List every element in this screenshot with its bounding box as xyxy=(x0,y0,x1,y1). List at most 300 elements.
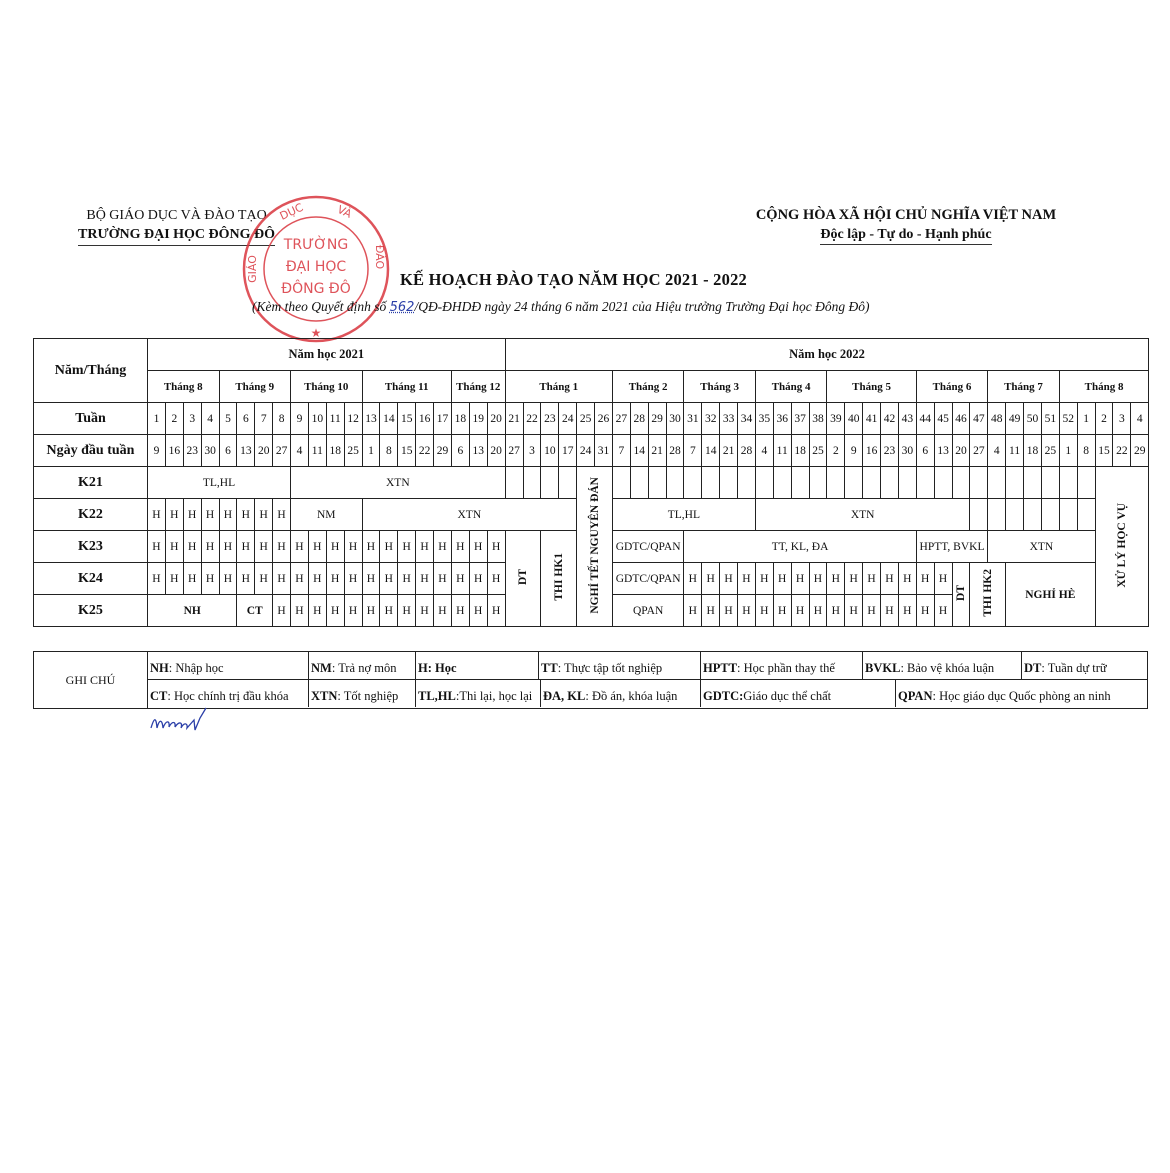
schedule-cell: GDTC/QPAN xyxy=(612,563,684,595)
schedule-cell: H xyxy=(326,595,344,627)
week-number: 44 xyxy=(916,403,934,435)
empty-cell xyxy=(1006,499,1024,531)
month-header: Tháng 12 xyxy=(451,371,505,403)
week-start-date: 27 xyxy=(970,435,988,467)
week-start-date: 30 xyxy=(201,435,219,467)
week-number: 9 xyxy=(291,403,309,435)
svg-text:GIÁO: GIÁO xyxy=(246,255,259,283)
legend-description: : Trả nợ môn xyxy=(331,661,397,675)
week-number: 26 xyxy=(595,403,613,435)
schedule-cell: H xyxy=(165,563,183,595)
schedule-cell xyxy=(577,467,613,627)
schedule-cell: H xyxy=(362,563,380,595)
week-start-date: 28 xyxy=(738,435,756,467)
schedule-cell: H xyxy=(809,563,827,595)
republic-name: CỘNG HÒA XÃ HỘI CHỦ NGHĨA VIỆT NAM xyxy=(755,207,1057,223)
schedule-cell: H xyxy=(898,595,916,627)
date-row xyxy=(34,435,1149,467)
week-start-date: 17 xyxy=(559,435,577,467)
week-number: 48 xyxy=(988,403,1006,435)
schedule-cell: H xyxy=(273,499,291,531)
schedule-cell: H xyxy=(398,595,416,627)
schedule-cell: H xyxy=(380,531,398,563)
week-number: 46 xyxy=(952,403,970,435)
schedule-cell: TL,HL xyxy=(612,499,755,531)
schedule-cell: H xyxy=(434,595,452,627)
year-header: Năm học 2021 xyxy=(148,339,506,371)
week-start-date: 21 xyxy=(720,435,738,467)
legend-description: : Học giáo dục Quốc phòng an ninh xyxy=(932,689,1111,703)
schedule-cell xyxy=(970,563,1006,627)
week-start-date: 6 xyxy=(451,435,469,467)
empty-cell xyxy=(1059,499,1077,531)
month-header: Tháng 8 xyxy=(1059,371,1149,403)
schedule-cell: H xyxy=(827,563,845,595)
week-number: 36 xyxy=(773,403,791,435)
week-number: 15 xyxy=(398,403,416,435)
svg-text:★: ★ xyxy=(310,326,322,340)
schedule-cell: H xyxy=(827,595,845,627)
legend-row xyxy=(148,680,1147,707)
schedule-cell: H xyxy=(237,531,255,563)
vertical-label: DT xyxy=(954,585,967,601)
legend-code: ĐA, KL xyxy=(543,689,586,703)
empty-cell xyxy=(827,467,845,499)
schedule-cell: H xyxy=(308,595,326,627)
week-start-date: 13 xyxy=(237,435,255,467)
week-start-date: 4 xyxy=(988,435,1006,467)
legend-description: : Tuần dự trữ xyxy=(1041,661,1107,675)
cohort-label: K22 xyxy=(34,499,148,531)
schedule-cell: H xyxy=(916,595,934,627)
legend-table xyxy=(33,651,1148,709)
schedule-cell: H xyxy=(451,531,469,563)
week-number: 43 xyxy=(898,403,916,435)
schedule-cell: H xyxy=(416,595,434,627)
schedule-cell: H xyxy=(326,563,344,595)
corner-header: Năm/Tháng xyxy=(34,339,148,403)
schedule-cell: H xyxy=(416,531,434,563)
empty-cell xyxy=(1041,499,1059,531)
empty-cell xyxy=(684,467,702,499)
week-number: 11 xyxy=(326,403,344,435)
schedule-cell: H xyxy=(362,595,380,627)
week-start-date: 15 xyxy=(398,435,416,467)
subtitle-suffix: /QĐ-ĐHDĐ ngày 24 tháng 6 năm 2021 của Hiệu trưởng Trường Đại học Đông Đô) xyxy=(414,299,870,314)
legend-code: HPTT xyxy=(703,661,738,675)
empty-cell xyxy=(612,467,630,499)
legend-item xyxy=(539,652,701,679)
week-number: 39 xyxy=(827,403,845,435)
week-number: 5 xyxy=(219,403,237,435)
week-number: 10 xyxy=(308,403,326,435)
schedule-cell: H xyxy=(791,595,809,627)
empty-cell xyxy=(738,467,756,499)
week-start-date: 20 xyxy=(255,435,273,467)
week-number: 31 xyxy=(684,403,702,435)
date-row-label: Ngày đầu tuần xyxy=(34,435,148,467)
legend-title: GHI CHÚ xyxy=(34,652,148,708)
schedule-cell: XTN xyxy=(362,499,577,531)
schedule-cell: H xyxy=(845,563,863,595)
empty-cell xyxy=(541,467,559,499)
week-number: 38 xyxy=(809,403,827,435)
empty-cell xyxy=(666,467,684,499)
empty-cell xyxy=(952,467,970,499)
signature xyxy=(148,706,218,736)
schedule-cell: H xyxy=(273,595,291,627)
document-title: KẾ HOẠCH ĐÀO TẠO NĂM HỌC 2021 - 2022 xyxy=(400,270,747,289)
svg-text:VÀ: VÀ xyxy=(335,202,354,221)
empty-cell xyxy=(988,467,1006,499)
week-start-date: 11 xyxy=(773,435,791,467)
empty-cell xyxy=(702,467,720,499)
week-start-date: 29 xyxy=(434,435,452,467)
schedule-cell: H xyxy=(183,563,201,595)
week-number: 42 xyxy=(881,403,899,435)
year-header-row xyxy=(34,339,1149,371)
week-start-date: 4 xyxy=(291,435,309,467)
week-start-date: 14 xyxy=(702,435,720,467)
schedule-cell: QPAN xyxy=(612,595,684,627)
week-number: 52 xyxy=(1059,403,1077,435)
legend-description: : Bảo vệ khóa luận xyxy=(900,661,995,675)
month-header: Tháng 10 xyxy=(291,371,363,403)
legend-code: BVKL xyxy=(865,661,901,675)
legend-code: GDTC: xyxy=(703,689,744,703)
week-number: 45 xyxy=(934,403,952,435)
schedule-cell: CT xyxy=(237,595,273,627)
week-start-date: 25 xyxy=(1041,435,1059,467)
schedule-cell: H xyxy=(291,563,309,595)
svg-text:ĐẠI HỌC: ĐẠI HỌC xyxy=(285,259,347,275)
week-number: 27 xyxy=(612,403,630,435)
schedule-cell: XTN xyxy=(755,499,970,531)
empty-cell xyxy=(1006,467,1024,499)
week-number: 4 xyxy=(201,403,219,435)
schedule-cell: H xyxy=(380,563,398,595)
schedule-cell xyxy=(952,563,970,627)
empty-cell xyxy=(863,467,881,499)
legend-item xyxy=(1022,652,1147,679)
schedule-cell: H xyxy=(487,595,505,627)
week-number: 24 xyxy=(559,403,577,435)
legend-description: :Thi lại, học lại xyxy=(455,689,533,703)
schedule-cell: H xyxy=(362,531,380,563)
empty-cell xyxy=(1077,499,1095,531)
empty-cell xyxy=(630,467,648,499)
empty-cell xyxy=(970,467,988,499)
week-start-date: 31 xyxy=(595,435,613,467)
week-start-date: 2 xyxy=(827,435,845,467)
week-start-date: 25 xyxy=(809,435,827,467)
week-number: 34 xyxy=(738,403,756,435)
week-number: 8 xyxy=(273,403,291,435)
schedule-cell: H xyxy=(469,595,487,627)
schedule-cell: TL,HL xyxy=(148,467,291,499)
week-number: 7 xyxy=(255,403,273,435)
university-name: TRƯỜNG ĐẠI HỌC ĐÔNG ĐÔ xyxy=(78,225,275,246)
schedule-cell: H xyxy=(487,531,505,563)
week-number: 29 xyxy=(648,403,666,435)
week-start-date: 7 xyxy=(684,435,702,467)
schedule-cell: H xyxy=(308,563,326,595)
cohort-row xyxy=(34,467,1149,499)
official-stamp xyxy=(236,195,396,345)
legend-item xyxy=(309,680,416,707)
schedule-cell: H xyxy=(219,499,237,531)
legend-code: NM xyxy=(311,661,332,675)
schedule-cell: H xyxy=(255,563,273,595)
week-number: 2 xyxy=(1095,403,1113,435)
schedule-cell: H xyxy=(684,563,702,595)
schedule-cell: H xyxy=(469,531,487,563)
month-header: Tháng 4 xyxy=(755,371,827,403)
svg-text:TRƯỜNG: TRƯỜNG xyxy=(283,237,349,253)
schedule-cell: H xyxy=(809,595,827,627)
legend-item xyxy=(863,652,1022,679)
schedule-cell: H xyxy=(416,563,434,595)
legend-code: TT xyxy=(541,661,558,675)
week-start-date: 13 xyxy=(934,435,952,467)
schedule-cell: H xyxy=(720,595,738,627)
month-header: Tháng 1 xyxy=(505,371,612,403)
week-start-date: 16 xyxy=(165,435,183,467)
week-number: 35 xyxy=(755,403,773,435)
year-header: Năm học 2022 xyxy=(505,339,1149,371)
schedule-cell: H xyxy=(308,531,326,563)
week-number: 3 xyxy=(183,403,201,435)
month-header: Tháng 6 xyxy=(916,371,988,403)
legend-item xyxy=(148,680,309,707)
week-start-date: 11 xyxy=(1006,435,1024,467)
schedule-cell: NH xyxy=(148,595,237,627)
week-number: 18 xyxy=(451,403,469,435)
empty-cell xyxy=(970,499,988,531)
week-number: 12 xyxy=(344,403,362,435)
week-start-date: 18 xyxy=(1024,435,1042,467)
empty-cell xyxy=(523,467,541,499)
svg-text:DỤC: DỤC xyxy=(277,200,306,223)
schedule-cell: H xyxy=(934,595,952,627)
empty-cell xyxy=(898,467,916,499)
legend-item xyxy=(541,680,701,707)
schedule-cell: H xyxy=(469,563,487,595)
legend-code: QPAN xyxy=(898,689,933,703)
schedule-cell: XTN xyxy=(291,467,506,499)
empty-cell xyxy=(791,467,809,499)
schedule-cell: H xyxy=(773,563,791,595)
empty-cell xyxy=(505,467,523,499)
schedule-cell: H xyxy=(165,499,183,531)
legend-item xyxy=(896,680,1147,707)
schedule-cell: H xyxy=(702,595,720,627)
legend-description: : Đồ án, khóa luận xyxy=(585,689,678,703)
schedule-cell: H xyxy=(148,563,166,595)
training-plan-table xyxy=(33,338,1149,627)
cohort-label: K21 xyxy=(34,467,148,499)
legend-code: CT xyxy=(150,689,168,703)
week-start-date: 13 xyxy=(469,435,487,467)
legend-item xyxy=(701,680,896,707)
week-start-date: 25 xyxy=(344,435,362,467)
schedule-cell: H xyxy=(702,563,720,595)
schedule-cell: H xyxy=(863,563,881,595)
week-start-date: 6 xyxy=(219,435,237,467)
week-start-date: 3 xyxy=(523,435,541,467)
vertical-label: NGHỈ TẾT NGUYÊN ĐÁN xyxy=(588,476,601,614)
empty-cell xyxy=(755,467,773,499)
week-number: 17 xyxy=(434,403,452,435)
legend-code: DT xyxy=(1024,661,1042,675)
week-number: 1 xyxy=(148,403,166,435)
week-number: 30 xyxy=(666,403,684,435)
week-start-date: 8 xyxy=(1077,435,1095,467)
subtitle-prefix: (Kèm theo Quyết định số xyxy=(252,299,390,314)
week-start-date: 8 xyxy=(380,435,398,467)
legend-code: TL,HL xyxy=(418,689,456,703)
week-start-date: 18 xyxy=(326,435,344,467)
legend-item xyxy=(701,652,863,679)
schedule-cell xyxy=(541,531,577,627)
week-start-date: 29 xyxy=(1131,435,1149,467)
week-start-date: 18 xyxy=(791,435,809,467)
empty-cell xyxy=(773,467,791,499)
schedule-cell: H xyxy=(183,499,201,531)
schedule-cell: NM xyxy=(291,499,363,531)
schedule-cell: H xyxy=(881,595,899,627)
week-number: 22 xyxy=(523,403,541,435)
week-start-date: 4 xyxy=(755,435,773,467)
legend-description: : Thực tập tốt nghiệp xyxy=(557,661,663,675)
week-number: 4 xyxy=(1131,403,1149,435)
schedule-cell: H xyxy=(773,595,791,627)
week-start-date: 7 xyxy=(612,435,630,467)
schedule-cell: H xyxy=(845,595,863,627)
legend-description: Giáo dục thể chất xyxy=(743,689,832,703)
week-number: 2 xyxy=(165,403,183,435)
schedule-cell: H xyxy=(219,531,237,563)
schedule-cell: H xyxy=(326,531,344,563)
schedule-cell: XTN xyxy=(988,531,1095,563)
empty-cell xyxy=(720,467,738,499)
month-header: Tháng 11 xyxy=(362,371,451,403)
empty-cell xyxy=(916,467,934,499)
schedule-cell: H xyxy=(898,563,916,595)
week-start-date: 11 xyxy=(308,435,326,467)
schedule-cell: H xyxy=(237,563,255,595)
month-header: Tháng 7 xyxy=(988,371,1060,403)
schedule-cell: H xyxy=(451,563,469,595)
week-number: 13 xyxy=(362,403,380,435)
schedule-cell: H xyxy=(165,531,183,563)
vertical-label: THI HK1 xyxy=(552,553,565,601)
vertical-label: THI HK2 xyxy=(981,569,994,617)
schedule-cell: TT, KL, ĐA xyxy=(684,531,916,563)
week-number: 28 xyxy=(630,403,648,435)
schedule-cell: H xyxy=(398,531,416,563)
week-start-date: 22 xyxy=(1113,435,1131,467)
cohort-label: K24 xyxy=(34,563,148,595)
schedule-cell: H xyxy=(255,499,273,531)
month-header: Tháng 2 xyxy=(612,371,684,403)
schedule-cell: H xyxy=(738,563,756,595)
week-start-date: 10 xyxy=(541,435,559,467)
schedule-cell: H xyxy=(398,563,416,595)
schedule-cell: H xyxy=(451,595,469,627)
empty-cell xyxy=(988,499,1006,531)
week-number: 50 xyxy=(1024,403,1042,435)
schedule-cell xyxy=(1095,467,1149,627)
cohort-label: K25 xyxy=(34,595,148,627)
week-number: 3 xyxy=(1113,403,1131,435)
schedule-cell: H xyxy=(684,595,702,627)
month-header: Tháng 5 xyxy=(827,371,916,403)
month-header-row xyxy=(34,371,1149,403)
empty-cell xyxy=(1059,467,1077,499)
empty-cell xyxy=(1077,467,1095,499)
schedule-cell: H xyxy=(273,563,291,595)
week-number: 14 xyxy=(380,403,398,435)
empty-cell xyxy=(648,467,666,499)
schedule-cell: H xyxy=(434,531,452,563)
schedule-cell: H xyxy=(148,499,166,531)
national-header xyxy=(748,206,1064,245)
legend-item xyxy=(416,652,539,679)
week-number: 40 xyxy=(845,403,863,435)
week-start-date: 28 xyxy=(666,435,684,467)
week-number: 49 xyxy=(1006,403,1024,435)
week-start-date: 23 xyxy=(881,435,899,467)
week-number: 32 xyxy=(702,403,720,435)
empty-cell xyxy=(881,467,899,499)
document-subtitle xyxy=(252,299,870,315)
week-number: 23 xyxy=(541,403,559,435)
empty-cell xyxy=(1041,467,1059,499)
schedule-cell: NGHỈ HÈ xyxy=(1006,563,1095,627)
schedule-cell: H xyxy=(255,531,273,563)
legend-description: : Nhập học xyxy=(168,661,224,675)
week-start-date: 23 xyxy=(183,435,201,467)
svg-text:ĐÀO: ĐÀO xyxy=(373,244,386,270)
week-number: 20 xyxy=(487,403,505,435)
schedule-cell xyxy=(505,531,541,627)
national-motto: Độc lập - Tự do - Hạnh phúc xyxy=(820,225,991,245)
week-row xyxy=(34,403,1149,435)
legend-item xyxy=(416,680,541,707)
schedule-cell: H xyxy=(219,563,237,595)
schedule-cell: H xyxy=(183,531,201,563)
schedule-cell: H xyxy=(344,531,362,563)
schedule-cell: H xyxy=(201,531,219,563)
cohort-label: K23 xyxy=(34,531,148,563)
week-start-date: 15 xyxy=(1095,435,1113,467)
week-start-date: 14 xyxy=(630,435,648,467)
week-number: 16 xyxy=(416,403,434,435)
empty-cell xyxy=(934,467,952,499)
legend-item xyxy=(148,652,309,679)
empty-cell xyxy=(809,467,827,499)
week-number: 6 xyxy=(237,403,255,435)
week-number: 19 xyxy=(469,403,487,435)
week-start-date: 16 xyxy=(863,435,881,467)
empty-cell xyxy=(1024,499,1042,531)
schedule-cell: H xyxy=(720,563,738,595)
week-start-date: 20 xyxy=(487,435,505,467)
week-start-date: 9 xyxy=(148,435,166,467)
week-number: 21 xyxy=(505,403,523,435)
schedule-cell: H xyxy=(148,531,166,563)
